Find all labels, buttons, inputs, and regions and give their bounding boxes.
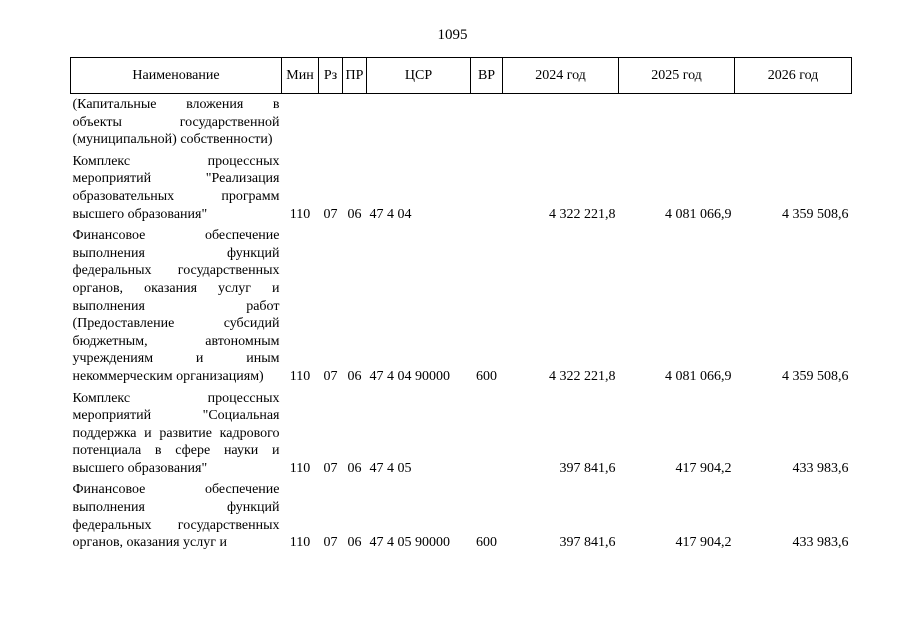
row-name: Финансовое обеспечение выполнения функций федеральных государственных органов, оказания услуг и (72, 482, 280, 551)
header-min: Мин (282, 58, 319, 94)
row-name: Комплекс процессных мероприятий "Реализация образовательных программ высшего образования" (72, 153, 280, 222)
row-name: (Капитальные вложения в объекты государственной (муниципальной) собственности) (72, 97, 280, 148)
row-min: 110 (289, 460, 311, 476)
row-vr (471, 94, 503, 151)
header-2024: 2024 год (503, 58, 619, 94)
table-header-row (71, 58, 852, 94)
row-name: Комплекс процессных мероприятий "Социальная поддержка и развитие кадрового потенциала в сфере науки и высшего образования" (72, 390, 280, 476)
row-vr: 600 (476, 535, 497, 551)
row-2024: 4 322 221,8 (549, 206, 616, 222)
row-min: 110 (289, 368, 311, 384)
table-row (71, 225, 852, 387)
row-min (282, 94, 319, 151)
row-rz (319, 94, 343, 151)
table-row (71, 94, 852, 151)
row-csr: 47 4 05 90000 (369, 535, 450, 551)
header-rz: Рз (319, 58, 343, 94)
row-2024: 397 841,6 (559, 460, 616, 476)
table-row (71, 388, 852, 480)
row-2026: 4 359 508,6 (782, 206, 849, 222)
header-pr: ПР (343, 58, 367, 94)
row-2026: 433 983,6 (792, 460, 849, 476)
header-2026: 2026 год (735, 58, 852, 94)
row-pr (343, 94, 367, 151)
header-csr: ЦСР (367, 58, 471, 94)
row-pr: 06 (347, 460, 362, 476)
budget-table (70, 57, 852, 554)
header-2025: 2025 год (619, 58, 735, 94)
row-min: 110 (289, 535, 311, 551)
row-csr: 47 4 05 (369, 460, 412, 476)
row-rz: 07 (323, 368, 338, 384)
row-vr (471, 151, 503, 225)
row-csr (367, 94, 471, 151)
row-csr: 47 4 04 (369, 206, 412, 222)
row-2025: 417 904,2 (675, 460, 732, 476)
row-2024: 397 841,6 (559, 535, 616, 551)
row-rz: 07 (323, 535, 338, 551)
table-row (71, 479, 852, 553)
row-2026: 4 359 508,6 (782, 368, 849, 384)
row-vr (471, 388, 503, 480)
row-vr: 600 (476, 368, 497, 384)
row-pr: 06 (347, 535, 362, 551)
row-2024: 4 322 221,8 (549, 368, 616, 384)
header-name: Наименование (71, 58, 282, 94)
row-2026: 433 983,6 (792, 535, 849, 551)
row-pr: 06 (347, 368, 362, 384)
row-pr: 06 (347, 206, 362, 222)
page-number: 1095 (437, 27, 468, 43)
row-2025 (619, 94, 735, 151)
row-min: 110 (289, 206, 311, 222)
table-row (71, 151, 852, 225)
row-rz: 07 (323, 460, 338, 476)
header-vr: ВР (471, 58, 503, 94)
row-2025: 4 081 066,9 (665, 368, 732, 384)
row-2024 (503, 94, 619, 151)
row-name: Финансовое обеспечение выполнения функций федеральных государственных органов, оказания услуг и выполнения работ (Предоставление субсидий бюджетным, автономным учреждениям и иным некоммерческим организациям) (72, 228, 280, 384)
row-csr: 47 4 04 90000 (369, 368, 450, 384)
row-2025: 4 081 066,9 (665, 206, 732, 222)
row-rz: 07 (323, 206, 338, 222)
row-2026 (735, 94, 852, 151)
row-2025: 417 904,2 (675, 535, 732, 551)
